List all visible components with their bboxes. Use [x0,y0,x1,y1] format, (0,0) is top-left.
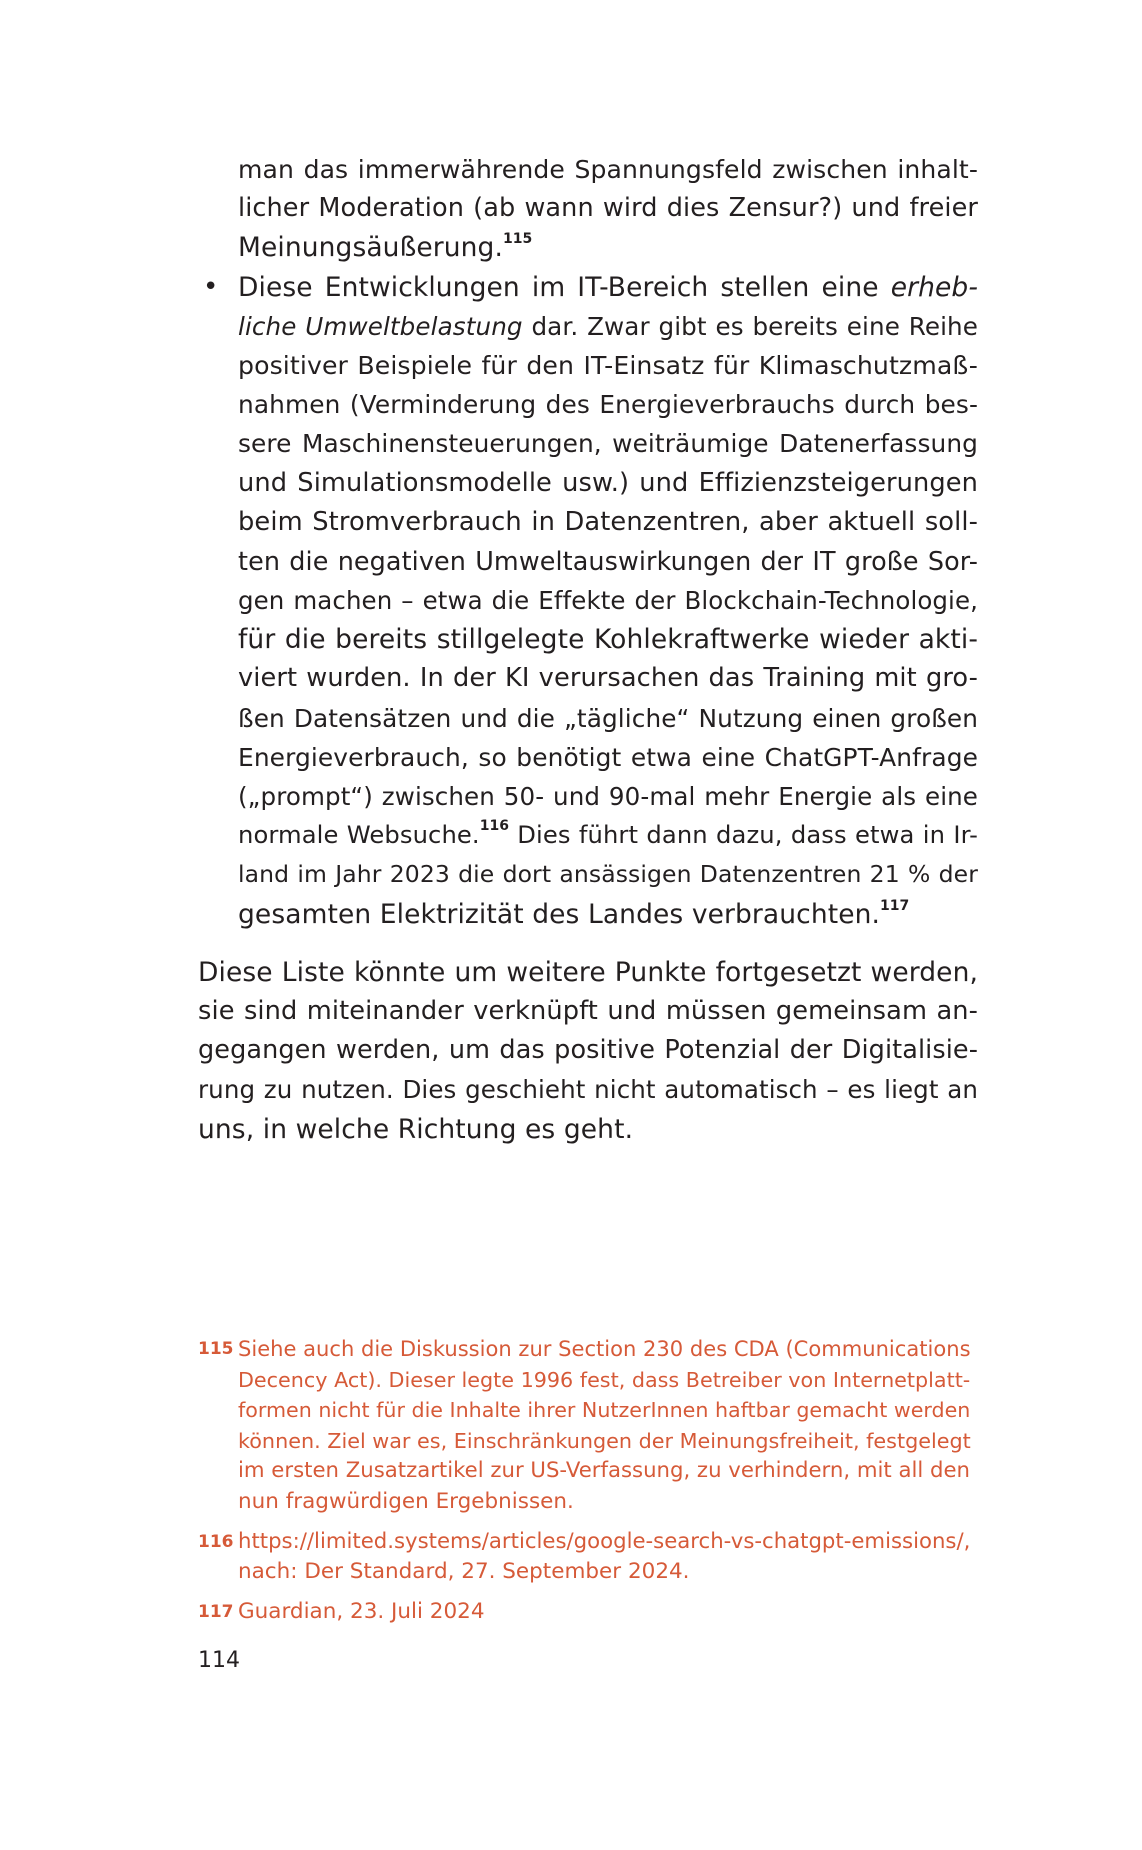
footnotes [198,1334,978,1636]
emphasis-text: liche Umweltbelastung [238,311,523,341]
text-line: gen machen – etwa die Effekte der Blockchain-Technologie, [238,586,978,616]
text-line: nahmen (Verminderung des Energieverbrauchs durch bes- [238,390,978,420]
text-segment: dar. Zwar gibt es bereits eine Reihe [522,311,979,341]
bullet-item [198,268,978,934]
footnote-ref-117[interactable]: 117 [880,897,910,914]
text-segment: Meinungsäußerung. [238,232,504,264]
text-segment: Diese Entwicklungen im IT-Bereich stellen eine [238,271,891,303]
footnote-line: Siehe auch die Diskussion zur Section 230 des CDA (Communications [238,1336,971,1361]
text-line: ßen Datensätzen und die „tägliche“ Nutzung einen großen [238,703,978,733]
footnote-line: im ersten Zusatzartikel zur US-Verfassung, zu verhindern, mit all den [238,1458,970,1484]
footnote-116 [198,1527,978,1588]
footnote-115 [198,1334,978,1518]
footnote-ref-116[interactable]: 116 [479,818,509,835]
text-segment: Dies führt dann dazu, dass etwa in Ir- [508,821,978,850]
bullet-icon: • [203,271,219,302]
footnote-line: können. Ziel war es, Einschränkungen der Meinungsfreiheit, festgelegt [238,1428,971,1453]
text-line: positiver Beispiele für den IT-Einsatz für Klimaschutzmaß- [238,350,978,380]
text-line: licher Moderation (ab wann wird dies Zensur?) und freier [238,193,978,224]
footnote-117 [198,1597,978,1628]
text-line: gegangen werden, um das positive Potenzial der Digitalisie- [198,1035,978,1066]
text-line [238,895,978,934]
text-line: („prompt“) zwischen 50- und 90-mal mehr Energie als eine [238,782,978,811]
text-line: viert wurden. In der KI verursachen das Training mit gro- [238,663,978,694]
text-segment: gesamten Elektrizität des Landes verbrauchten. [238,898,881,930]
footnote-number: 115 [198,1339,234,1359]
closing-paragraph [198,953,978,1149]
footnote-line: Decency Act). Dieser legte 1996 fest, dass Betreiber von Internetplatt- [238,1367,971,1392]
text-segment: normale Websuche. [238,821,480,850]
text-line: sere Maschinensteuerungen, weiträumige Datenerfassung [238,429,978,459]
bullet-continuation [198,150,978,268]
text-line: beim Stromverbrauch in Datenzentren, aber aktuell soll- [238,506,978,537]
footnote-line: nun fragwürdigen Ergebnissen. [238,1488,574,1514]
footnote-ref-115[interactable]: 115 [503,231,533,248]
text-line [238,307,978,346]
text-line: sie sind miteinander verknüpft und müssen gemeinsam an- [198,995,978,1026]
footnote-number: 117 [198,1601,234,1622]
text-line [238,268,978,307]
footnote-number: 116 [198,1531,234,1552]
text-line: Energieverbrauch, so benötigt etwa eine ChatGPT-Anfrage [238,742,978,772]
footnote-line: formen nicht für die Inhalte ihrer NutzerInnen haftbar gemacht werden [238,1398,971,1423]
text-line: Diese Liste könnte um weitere Punkte fortgesetzt werden, [198,956,978,988]
text-line: uns, in welche Richtung es geht. [198,1113,634,1145]
emphasis-text: erheb- [890,271,978,303]
footnote-line: nach: Der Standard, 27. September 2024. [238,1559,690,1585]
text-line: man das immerwährende Spannungsfeld zwischen inhalt- [238,155,978,184]
paragraph-gap [198,934,978,953]
text-line [238,228,978,267]
text-line [238,816,978,855]
text-line: rung zu nutzen. Dies geschieht nicht automatisch – es liegt an [198,1075,978,1105]
text-line: land im Jahr 2023 die dort ansässigen Datenzentren 21 % der [238,860,978,889]
text-line: für die bereits stillgelegte Kohlekraftwerke wieder akti- [238,624,978,656]
page-number: 114 [198,1648,240,1673]
text-line: und Simulationsmodelle usw.) und Effizienzsteigerungen [238,467,978,498]
footnote-line: Guardian, 23. Juli 2024 [238,1598,485,1624]
text-line: ten die negativen Umweltauswirkungen der IT große Sor- [238,545,978,576]
footnote-url-link[interactable]: https://limited.systems/articles/google-search-vs-chatgpt-emissions/, [238,1528,971,1554]
main-text [198,150,978,1149]
